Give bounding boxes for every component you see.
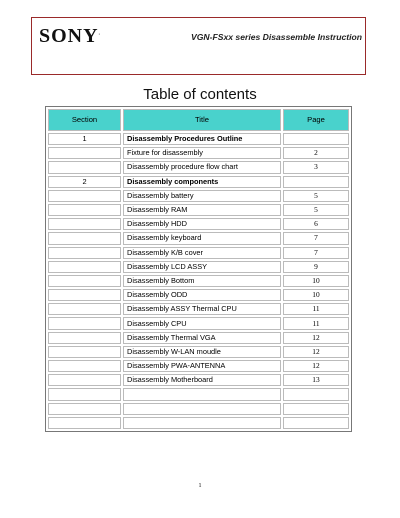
- sony-logo: [39, 25, 101, 48]
- toc-header-row: [48, 109, 349, 131]
- toc-row: [48, 190, 349, 202]
- toc-page-cell: [283, 133, 349, 145]
- toc-page-cell: 3: [283, 161, 349, 173]
- toc-section-cell: [48, 275, 121, 287]
- toc-section-cell: [48, 289, 121, 301]
- toc-page-cell: 9: [283, 261, 349, 273]
- toc-row: [48, 161, 349, 173]
- toc-row: [48, 204, 349, 216]
- toc-row: [48, 133, 349, 145]
- toc-title-cell: Disassembly Motherboard: [123, 374, 281, 386]
- toc-section-cell: [48, 161, 121, 173]
- logo-text: SONY: [39, 25, 99, 47]
- toc-row: [48, 275, 349, 287]
- toc-page-cell: 7: [283, 232, 349, 244]
- toc-row: [48, 232, 349, 244]
- toc-page-cell: 10: [283, 275, 349, 287]
- toc-section-cell: [48, 232, 121, 244]
- toc-section-cell: [48, 388, 121, 400]
- document-title: VGN-FSxx series Disassemble Instruction: [191, 32, 362, 42]
- toc-page-cell: 12: [283, 346, 349, 358]
- toc-section-cell: [48, 303, 121, 315]
- toc-row: [48, 403, 349, 415]
- column-header-title: Title: [123, 109, 281, 131]
- column-header-section: Section: [48, 109, 121, 131]
- toc-title-cell: Disassembly procedure flow chart: [123, 161, 281, 173]
- toc-page-cell: 12: [283, 332, 349, 344]
- toc-section-cell: [48, 374, 121, 386]
- toc-title-cell: Disassembly PWA-ANTENNA: [123, 360, 281, 372]
- toc-table: [45, 106, 352, 432]
- toc-title-cell: Fixture for disassembly: [123, 147, 281, 159]
- toc-row: [48, 147, 349, 159]
- toc-title-cell: Disassembly ASSY Thermal CPU: [123, 303, 281, 315]
- toc-section-cell: [48, 190, 121, 202]
- toc-title-cell: Disassembly CPU: [123, 317, 281, 329]
- toc-title-cell: Disassembly keyboard: [123, 232, 281, 244]
- toc-page-cell: [283, 176, 349, 188]
- toc-title-cell: Disassembly Bottom: [123, 275, 281, 287]
- toc-title-cell: Disassembly components: [123, 176, 281, 188]
- toc-row: [48, 388, 349, 400]
- toc-row: [48, 332, 349, 344]
- toc-page-cell: 6: [283, 218, 349, 230]
- toc-title-cell: [123, 417, 281, 429]
- logo-mark: .: [98, 31, 101, 37]
- toc-title-cell: [123, 403, 281, 415]
- toc-row: [48, 176, 349, 188]
- toc-row: [48, 289, 349, 301]
- toc-section-cell: [48, 417, 121, 429]
- toc-section-cell: [48, 218, 121, 230]
- toc-row: [48, 317, 349, 329]
- toc-title-cell: Disassembly Thermal VGA: [123, 332, 281, 344]
- toc-section-cell: [48, 247, 121, 259]
- toc-section-cell: [48, 403, 121, 415]
- column-header-page: Page: [283, 109, 349, 131]
- toc-page-cell: 7: [283, 247, 349, 259]
- toc-section-cell: 1: [48, 133, 121, 145]
- toc-row: [48, 346, 349, 358]
- toc-row: [48, 360, 349, 372]
- toc-section-cell: [48, 360, 121, 372]
- toc-title-cell: Disassembly Procedures Outline: [123, 133, 281, 145]
- toc-page-cell: [283, 388, 349, 400]
- toc-section-cell: [48, 147, 121, 159]
- toc-title-cell: [123, 388, 281, 400]
- toc-section-cell: [48, 261, 121, 273]
- toc-title-cell: Disassembly battery: [123, 190, 281, 202]
- toc-title-cell: Disassembly HDD: [123, 218, 281, 230]
- toc-page-cell: [283, 403, 349, 415]
- toc-page-cell: [283, 417, 349, 429]
- toc-section-cell: [48, 204, 121, 216]
- toc-section-cell: 2: [48, 176, 121, 188]
- toc-page-cell: 11: [283, 303, 349, 315]
- toc-page-cell: 12: [283, 360, 349, 372]
- toc-section-cell: [48, 346, 121, 358]
- toc-title-cell: Disassembly RAM: [123, 204, 281, 216]
- toc-page-cell: 2: [283, 147, 349, 159]
- toc-row: [48, 417, 349, 429]
- toc-title-cell: Disassembly LCD ASSY: [123, 261, 281, 273]
- toc-section-cell: [48, 317, 121, 329]
- toc-title-cell: Disassembly W-LAN moudle: [123, 346, 281, 358]
- toc-page-cell: 11: [283, 317, 349, 329]
- toc-row: [48, 218, 349, 230]
- toc-page-cell: 5: [283, 190, 349, 202]
- toc-title-cell: Disassembly ODD: [123, 289, 281, 301]
- document-header: [31, 17, 366, 75]
- toc-page-cell: 13: [283, 374, 349, 386]
- toc-row: [48, 247, 349, 259]
- page-number: 1: [198, 483, 202, 489]
- toc-page-cell: 10: [283, 289, 349, 301]
- toc-row: [48, 261, 349, 273]
- toc-row: [48, 303, 349, 315]
- toc-section-cell: [48, 332, 121, 344]
- toc-heading: Table of contents: [143, 86, 257, 103]
- toc-page-cell: 5: [283, 204, 349, 216]
- toc-row: [48, 374, 349, 386]
- toc-title-cell: Disassembly K/B cover: [123, 247, 281, 259]
